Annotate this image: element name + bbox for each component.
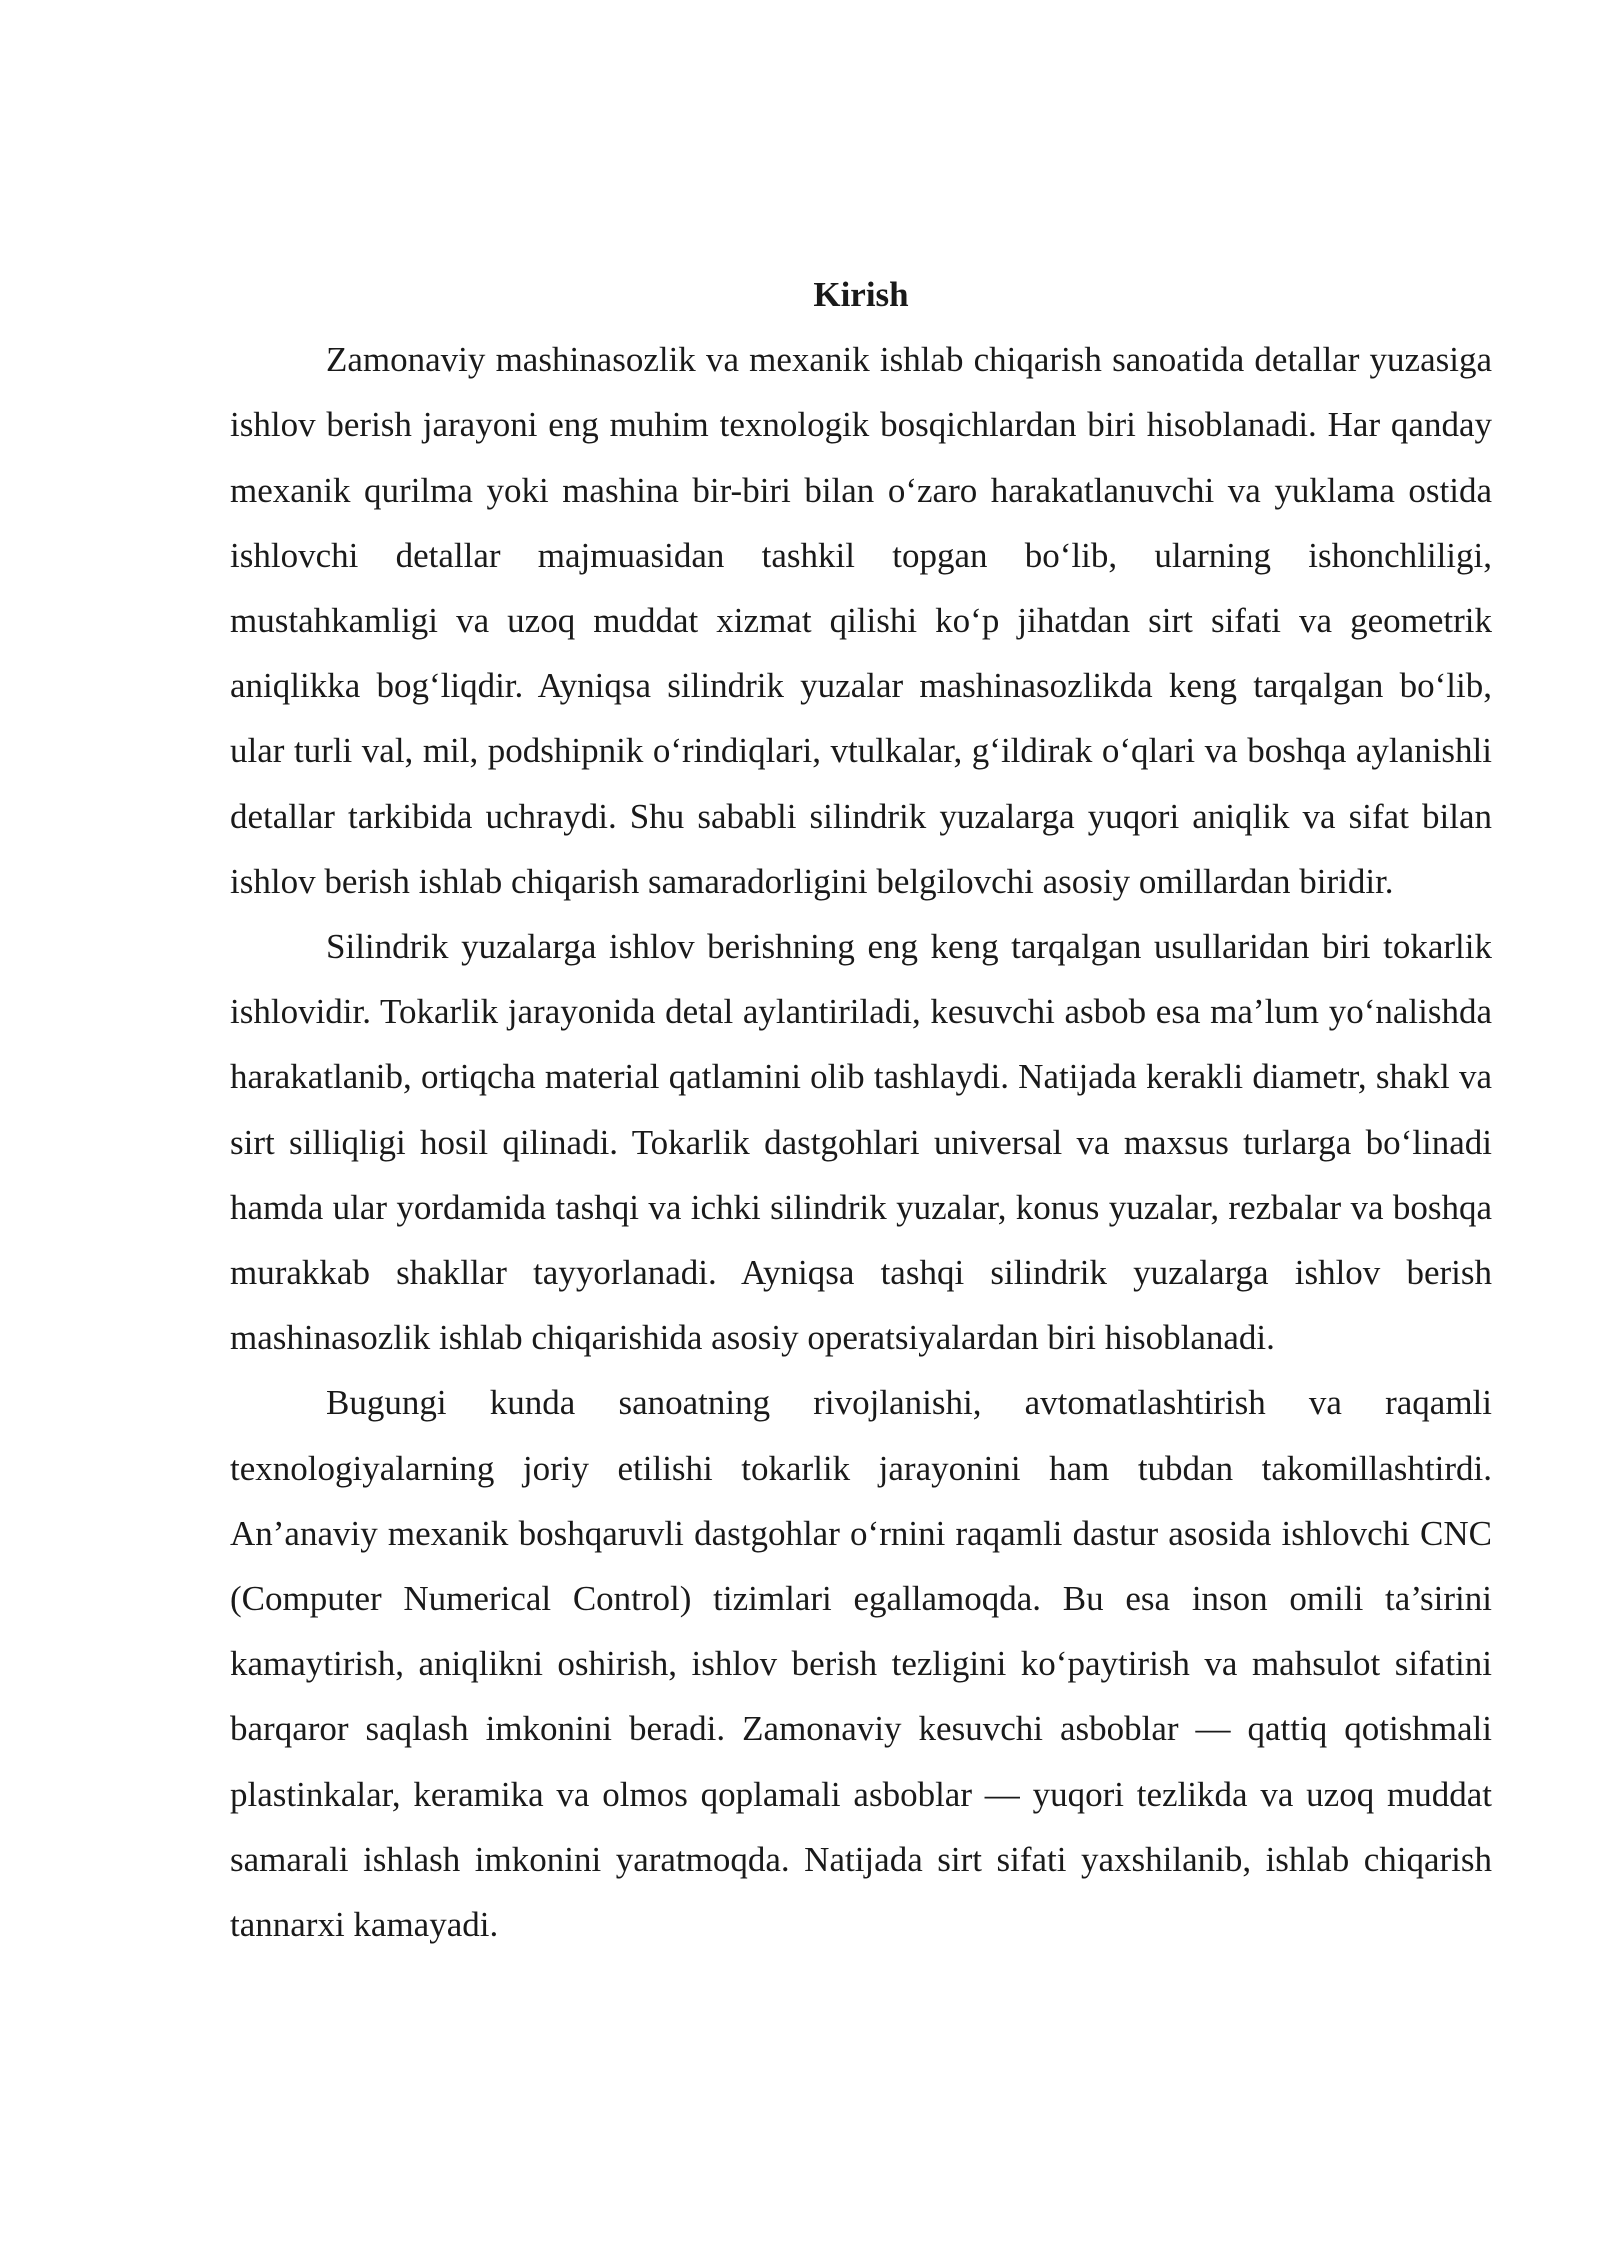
paragraph-3: Bugungi kunda sanoatning rivojlanishi, avtomatlashtirish va raqamli texnologiyalarning joriy etilishi tokarlik jarayonini ham tubdan takomillashtirdi. An’anaviy mexanik boshqaruvli dastgohlar o‘rnini raqamli dastur asosida ishlovchi CNC (Computer Numerical Control) tizimlari egallamoqda. Bu esa inson omili ta’sirini kamaytirish, aniqlikni oshirish, ishlov berish tezligini ko‘paytirish va mahsulot sifatini barqaror saqlash imkonini beradi. Zamonaviy kesuvchi asboblar — qattiq qotishmali plastinkalar, keramika va olmos qoplamali asboblar — yuqori tezlikda va uzoq muddat samarali ishlash imkonini yaratmoqda. Natijada sirt sifati yaxshilanib, ishlab chiqarish tannarxi kamayadi. (230, 1383, 1492, 1945)
section-title: Kirish (813, 275, 909, 314)
paragraph-1: Zamonaviy mashinasozlik va mexanik ishlab chiqarish sanoatida detallar yuzasiga ishlov berish jarayoni eng muhim texnologik bosqichlardan biri hisoblanadi. Har qanday mexanik qurilma yoki mashina bir-biri bilan o‘zaro harakatlanuvchi va yuklama ostida ishlovchi detallar majmuasidan tashkil topgan bo‘lib, ularning ishonchliligi, mustahkamligi va uzoq muddat xizmat qilishi ko‘p jihatdan sirt sifati va geometrik aniqlikka bog‘liqdir. Ayniqsa silindrik yuzalar mashinasozlikda keng tarqalgan bo‘lib, ular turli val, mil, podshipnik o‘rindiqlari, vtulkalar, g‘ildirak o‘qlari va boshqa aylanishli detallar tarkibida uchraydi. Shu sababli silindrik yuzalarga yuqori aniqlik va sifat bilan ishlov berish ishlab chiqarish samaradorligini belgilovchi asosiy omillardan biridir. (230, 340, 1492, 901)
document-body (230, 262, 1492, 1957)
paragraph-2: Silindrik yuzalarga ishlov berishning eng keng tarqalgan usullaridan biri tokarlik ishlovidir. Tokarlik jarayonida detal aylantiriladi, kesuvchi asbob esa ma’lum yo‘nalishda harakatlanib, ortiqcha material qatlamini olib tashlaydi. Natijada kerakli diametr, shakl va sirt silliqligi hosil qilinadi. Tokarlik dastgohlari universal va maxsus turlarga bo‘linadi hamda ular yordamida tashqi va ichki silindrik yuzalar, konus yuzalar, rezbalar va boshqa murakkab shakllar tayyorlanadi. Ayniqsa tashqi silindrik yuzalarga ishlov berish mashinasozlik ishlab chiqarishida asosiy operatsiyalardan biri hisoblanadi. (230, 927, 1492, 1358)
